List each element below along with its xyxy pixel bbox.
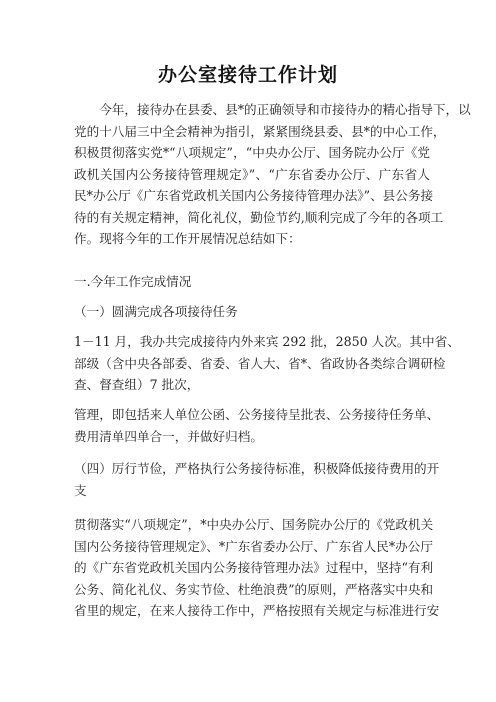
heading-line: （一）圆满完成各项接待任务 [74, 304, 238, 319]
subsection-heading [74, 458, 440, 501]
paragraph-line: 待的有关规定精神，简化礼仪，勤俭节约,顺利完成了今年的各项工 [74, 209, 444, 225]
management-paragraph [74, 404, 440, 447]
stats-paragraph [74, 331, 460, 396]
section-heading [74, 271, 430, 293]
paragraph-line: 贯彻落实“八项规定”，*中央办公厅、国务院办公厅的《党政机关 [74, 517, 434, 532]
document-title: 办公室接待工作计划 [157, 64, 338, 86]
implementation-paragraph [74, 514, 440, 622]
heading-line: （四）厉行节俭，严格执行公务接待标准，积极降低接待费用的开 [74, 461, 440, 476]
paragraph-line: 部级（含中央各部委、省委、省人大、省*、省政协各类综合调研检 [74, 355, 446, 371]
intro-paragraph [74, 99, 471, 250]
paragraph-line: 查、督查组）7 批次， [74, 377, 200, 392]
paragraph-line: 费用清单四单合一，并做好归档。 [74, 428, 263, 444]
heading-line: 一.今年工作完成情况 [74, 274, 192, 289]
heading-line: 支 [74, 482, 87, 498]
paragraph-line: 管理，即包括来人单位公函、公务接待呈批表、公务接待任务单、 [74, 407, 440, 422]
paragraph-line: 1－11 月，我办共完成接待内外来宾 292 批，2850 人次。其中省、 [74, 334, 460, 349]
paragraph-line: 作。现将今年的工作开展情况总结如下： [74, 231, 301, 246]
paragraph-line: 积极贯彻落实党*“八项规定”，“中央办公厅、国务院办公厅《党 [74, 145, 430, 160]
subsection-heading [74, 301, 430, 323]
paragraph-line: 的《广东省党政机关国内公务接待管理办法》过程中，坚持“有利 [74, 560, 434, 575]
paragraph-line: 国内公务接待管理规定》、*广东省委办公厅、广东省人民*办公厅 [74, 538, 433, 554]
paragraph-line: 党的十八届三中全会精神为指引，紧紧围绕县委、县*的中心工作， [74, 123, 446, 139]
paragraph-line: 政机关国内公务接待管理规定》”、“广东省委办公厅、广东省人 [74, 166, 430, 182]
paragraph-line: 公务、简化礼仪、务实节俭、杜绝浪费”的原则，严格落实中央和 [74, 581, 434, 597]
paragraph-line: 民*办公厅《广东省党政机关国内公务接待管理办法》”、县公务接 [74, 188, 434, 203]
paragraph-line: 省里的规定，在来人接待工作中，严格按照有关规定与标准进行安 [74, 603, 440, 618]
paragraph-line: 今年，接待办在县委、县*的正确领导和市接待办的精心指导下，以 [74, 102, 471, 117]
